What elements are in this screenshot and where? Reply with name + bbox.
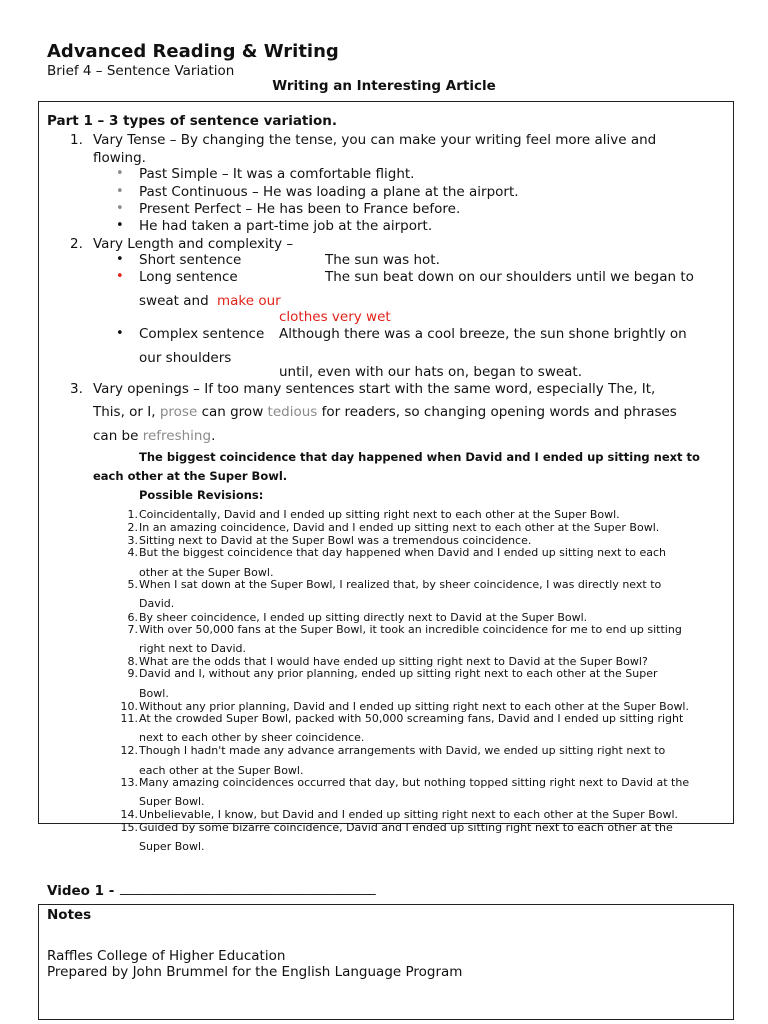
video-blank-line: _______________________________________ (120, 880, 376, 896)
long-sentence-red: make our (217, 293, 281, 309)
item1-number: 1. (70, 132, 83, 148)
revision-number: 14. (120, 808, 138, 821)
complex-sentence-cont2: until, even with our hats on, began to sweat. (279, 364, 583, 380)
bullet-icon: • (116, 218, 124, 233)
revision-number: 6. (127, 611, 138, 624)
grey-word-tedious: tedious (267, 404, 318, 420)
item3-number: 3. (70, 381, 83, 397)
document-title: Advanced Reading & Writing (47, 41, 339, 62)
revision-text-cont: other at the Super Bowl. (139, 566, 274, 579)
part1-heading: Part 1 – 3 types of sentence variation. (47, 113, 338, 129)
bullet-icon: • (116, 201, 124, 216)
tense-bullet: Past Simple – It was a comfortable flight. (139, 166, 415, 182)
revision-number: 15. (120, 821, 138, 834)
footer-prepared-by: Prepared by John Brummel for the English Language Program (47, 964, 463, 980)
bullet-icon: • (116, 184, 124, 199)
revision-text-cont: Super Bowl. (139, 840, 205, 853)
example-sentence-cont: each other at the Super Bowl. (93, 469, 288, 483)
bullet-icon: • (116, 269, 124, 284)
revision-text: Guided by some bizarre coincidence, David and I ended up sitting right next to each other at the (139, 821, 673, 834)
item3-text: Vary openings – If too many sentences start with the same word, especially The, It, (93, 381, 656, 397)
revision-text: What are the odds that I would have ended up sitting right next to David at the Super Bowl? (139, 655, 648, 668)
revision-text-cont: Bowl. (139, 687, 169, 700)
revision-text: At the crowded Super Bowl, packed with 50,000 screaming fans, David and I ended up sitting right (139, 712, 684, 725)
item3-text-c: for readers, so changing opening words and phrases (321, 404, 677, 420)
document-subtitle: Brief 4 – Sentence Variation (47, 63, 235, 79)
revision-text: Coincidentally, David and I ended up sitting right next to each other at the Super Bowl. (139, 508, 620, 521)
revision-text-cont: Super Bowl. (139, 795, 205, 808)
bullet-icon: • (116, 326, 124, 341)
complex-sentence-example: Although there was a cool breeze, the sun shone brightly on (279, 326, 687, 342)
long-sentence-label: Long sentence (139, 269, 238, 285)
revision-number: 7. (127, 623, 138, 636)
grey-word-prose: prose (159, 404, 198, 420)
short-sentence-example: The sun was hot. (325, 252, 440, 268)
revision-number: 11. (120, 712, 138, 725)
item3-text-a: This, or I, (93, 404, 156, 420)
revision-text: In an amazing coincidence, David and I ended up sitting next to each other at the Super Bowl. (139, 521, 660, 534)
revision-text: Without any prior planning, David and I ended up sitting right next to each other at the Super Bowl. (139, 700, 689, 713)
complex-sentence-cont: our shoulders (139, 350, 232, 366)
grey-word-refreshing: refreshing (142, 428, 212, 444)
video-label: Video 1 - (47, 883, 115, 899)
complex-sentence-label: Complex sentence (139, 326, 265, 342)
item3-text-b: can grow (201, 404, 264, 420)
revision-text: With over 50,000 fans at the Super Bowl, it took an incredible coincidence for me to end up sitting (139, 623, 682, 636)
revision-number: 4. (127, 546, 138, 559)
item1-text: Vary Tense – By changing the tense, you can make your writing feel more alive and (93, 132, 657, 148)
revision-number: 10. (120, 700, 138, 713)
article-title: Writing an Interesting Article (272, 78, 496, 94)
revision-text: When I sat down at the Super Bowl, I realized that, by sheer coincidence, I was directly next to (139, 578, 662, 591)
revision-text-cont: David. (139, 597, 175, 610)
revision-text: Sitting next to David at the Super Bowl was a tremendous coincidence. (139, 534, 532, 547)
example-sentence: The biggest coincidence that day happened when David and I ended up sitting next to (139, 450, 700, 464)
tense-bullet: Past Continuous – He was loading a plane at the airport. (139, 184, 519, 200)
item2-number: 2. (70, 236, 83, 252)
revision-number: 2. (127, 521, 138, 534)
revision-number: 12. (120, 744, 138, 757)
revision-text: But the biggest coincidence that day happened when David and I ended up sitting next to each (139, 546, 667, 559)
tense-bullet: Present Perfect – He has been to France before. (139, 201, 461, 217)
footer-college: Raffles College of Higher Education (47, 948, 286, 964)
revision-text: Unbelievable, I know, but David and I ended up sitting right next to each other at the Super Bowl. (139, 808, 679, 821)
revision-number: 5. (127, 578, 138, 591)
item2-text: Vary Length and complexity – (93, 236, 294, 252)
revision-number: 3. (127, 534, 138, 547)
item3-text-cont (93, 404, 677, 420)
revision-text: Many amazing coincidences occurred that day, but nothing topped sitting right next to David at the (139, 776, 690, 789)
revision-number: 8. (127, 655, 138, 668)
bullet-icon: • (116, 252, 124, 267)
tense-bullet: He had taken a part-time job at the airport. (139, 218, 433, 234)
short-sentence-label: Short sentence (139, 252, 242, 268)
long-sentence-example: The sun beat down on our shoulders until we began to (325, 269, 694, 285)
item1-text-cont: flowing. (93, 150, 146, 166)
revision-number: 13. (120, 776, 138, 789)
item3-text-end (93, 428, 215, 444)
item3-period: . (211, 428, 216, 444)
revision-text: Though I hadn't made any advance arrangements with David, we ended up sitting right next to (139, 744, 666, 757)
long-sentence-cont: sweat and (139, 293, 209, 309)
bullet-icon: • (116, 166, 124, 181)
revision-text: By sheer coincidence, I ended up sitting directly next to David at the Super Bowl. (139, 611, 588, 624)
long-sentence-red-cont: clothes very wet (279, 309, 391, 325)
revision-text-cont: next to each other by sheer coincidence. (139, 731, 365, 744)
notes-heading: Notes (47, 907, 92, 923)
revisions-heading: Possible Revisions: (139, 488, 264, 502)
revision-text-cont: each other at the Super Bowl. (139, 764, 304, 777)
item3-text-d: can be (93, 428, 139, 444)
revision-number: 9. (127, 667, 138, 680)
revision-text-cont: right next to David. (139, 642, 247, 655)
revision-text: David and I, without any prior planning, ended up sitting right next to each other at the Super (139, 667, 658, 680)
revision-number: 1. (127, 508, 138, 521)
